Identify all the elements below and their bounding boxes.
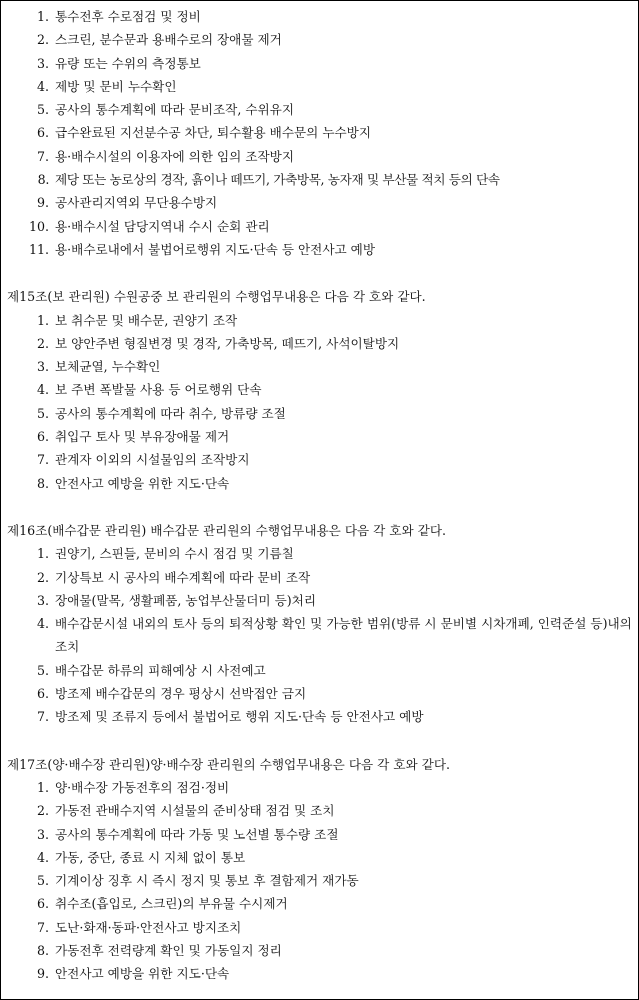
item-text: 기상특보 시 공사의 배수계획에 따라 문비 조작 (55, 569, 311, 585)
item-number: 6. (36, 125, 49, 141)
item-number: 2. (36, 32, 49, 48)
item-number: 3. (36, 826, 49, 842)
item-text: 공사의 통수계획에 따라 가동 및 노선별 통수량 조절 (55, 826, 339, 842)
item-text: 가동, 중단, 종료 시 지체 없이 통보 (55, 849, 246, 865)
list-item (1, 589, 638, 612)
item-number: 6. (36, 429, 49, 445)
item-number: 5. (36, 102, 49, 118)
item-text: 기계이상 징후 시 즉시 정지 및 통보 후 결함제거 재가동 (55, 873, 359, 889)
item-text: 방조제 및 조류지 등에서 불법어로 행위 지도·단속 등 안전사고 예방 (55, 709, 424, 725)
list-item (1, 378, 638, 401)
list-item (1, 612, 638, 659)
item-text: 공사관리지역외 무단용수방지 (55, 195, 218, 211)
item-number: 6. (36, 896, 49, 912)
list-item (1, 939, 638, 962)
item-text: 관계자 이외의 시설물임의 조작방지 (55, 452, 250, 468)
article-16-heading: 제16조(배수갑문 관리원) 배수갑문 관리원의 수행업무내용은 다음 각 호와 같다. (7, 522, 447, 538)
item-text: 취입구 토사 및 부유장애물 제거 (55, 429, 230, 445)
item-text: 스크린, 분수문과 용배수로의 장애물 제거 (55, 32, 282, 48)
list-item (1, 52, 638, 75)
item-number: 1. (36, 9, 49, 24)
item-text: 안전사고 예방을 위한 지도·단속 (55, 475, 230, 491)
item-text: 취수조(흡입로, 스크린)의 부유물 수시제거 (55, 896, 288, 912)
item-text: 용·배수시설 담당지역내 수시 순회 관리 (55, 218, 270, 234)
item-number: 1. (36, 546, 49, 562)
item-text: 안전사고 예방을 위한 지도·단속 (55, 966, 230, 982)
item-text: 제방 및 문비 누수확인 (55, 78, 177, 94)
list-item (1, 705, 638, 728)
item-number: 4. (36, 78, 49, 94)
list-item (1, 472, 638, 495)
list-item (1, 121, 638, 144)
item-text: 배수갑문시설 내외의 토사 등의 퇴적상황 확인 및 가능한 범위(방류 시 문비별 시차개폐, 인력준설 등)내의 조치 (55, 616, 632, 655)
item-number: 7. (36, 452, 49, 468)
list-item (1, 28, 638, 51)
item-number: 5. (36, 873, 49, 889)
list-item (1, 145, 638, 168)
list-item (1, 168, 638, 191)
section17-list (1, 776, 638, 986)
list-item (1, 355, 638, 378)
item-text: 장애물(말목, 생활폐품, 농업부산물더미 등)처리 (55, 592, 316, 608)
item-number: 1. (36, 312, 49, 328)
list-item (1, 448, 638, 471)
item-number: 3. (36, 55, 49, 71)
section-gap (1, 729, 638, 753)
item-text: 권양기, 스핀들, 문비의 수시 점검 및 기름칠 (55, 546, 294, 562)
list-item (1, 425, 638, 448)
item-number: 9. (36, 966, 49, 982)
item-text: 가동전 관배수지역 시설물의 준비상태 점검 및 조치 (55, 803, 335, 819)
item-number: 3. (36, 359, 49, 375)
article-17-heading: 제17조(양·배수장 관리원)양·배수장 관리원의 수행업무내용은 다음 각 호와 같다. (7, 756, 451, 772)
item-number: 7. (36, 148, 49, 164)
list-item (1, 799, 638, 822)
item-text: 도난·화재·동파·안전사고 방지조치 (55, 919, 242, 935)
list-item (1, 776, 638, 799)
list-item (1, 309, 638, 332)
list-item (1, 332, 638, 355)
list-item (1, 238, 638, 261)
item-text: 배수갑문 하류의 피해예상 시 사전예고 (55, 662, 266, 678)
list-item (1, 659, 638, 682)
item-number: 4. (36, 849, 49, 865)
section-gap (1, 495, 638, 519)
item-number: 4. (36, 382, 49, 398)
item-number: 2. (36, 803, 49, 819)
item-number: 11. (29, 241, 50, 257)
item-text: 방조제 배수갑문의 경우 평상시 선박접안 금지 (55, 686, 307, 702)
item-text: 공사의 통수계획에 따라 취수, 방류량 조절 (55, 405, 286, 421)
list-item (1, 682, 638, 705)
list-item (1, 5, 638, 28)
item-number: 7. (36, 709, 49, 725)
item-text: 공사의 통수계획에 따라 문비조작, 수위유지 (55, 102, 294, 118)
item-number: 8. (36, 942, 49, 958)
item-number: 2. (36, 335, 49, 351)
item-text: 가동전후 전력량계 확인 및 가동일지 정리 (55, 942, 282, 958)
item-text: 용·배수시설의 이용자에 의한 임의 조작방지 (55, 148, 294, 164)
list-item (1, 191, 638, 214)
item-number: 8. (36, 475, 49, 491)
list-item (1, 823, 638, 846)
item-number: 10. (29, 218, 50, 234)
article-15-heading: 제15조(보 관리원) 수원공중 보 관리원의 수행업무내용은 다음 각 호와 같다. (7, 289, 426, 305)
list-item (1, 98, 638, 121)
list-item (1, 916, 638, 939)
item-number: 1. (36, 779, 49, 795)
list-item (1, 75, 638, 98)
item-number: 5. (36, 405, 49, 421)
item-text: 보 주변 폭발물 사용 등 어로행위 단속 (55, 382, 262, 398)
section16-list (1, 542, 638, 728)
item-text: 급수완료된 지선분수공 차단, 퇴수활용 배수문의 누수방지 (55, 125, 371, 141)
item-text: 양·배수장 가동전후의 점검·정비 (55, 779, 230, 795)
item-number: 4. (36, 616, 49, 632)
item-text: 제당 또는 농로상의 경작, 흙이나 떼뜨기, 가축방목, 농자재 및 부산물 적치 등의 단속 (55, 172, 500, 188)
item-text: 유량 또는 수위의 측정통보 (55, 55, 201, 71)
list-item (1, 892, 638, 915)
list-item (1, 869, 638, 892)
list-item (1, 846, 638, 869)
item-text: 보 양안주변 형질변경 및 경작, 가축방목, 떼뜨기, 사석이탈방지 (55, 335, 400, 351)
item-number: 8. (37, 172, 49, 188)
section-gap (1, 261, 638, 285)
list-item (1, 215, 638, 238)
list-item (1, 566, 638, 589)
item-number: 5. (36, 662, 49, 678)
section14-list (1, 5, 638, 261)
list-item (1, 962, 638, 985)
list-item (1, 402, 638, 425)
item-number: 7. (36, 919, 49, 935)
item-text: 보 취수문 및 배수문, 권양기 조작 (55, 312, 238, 328)
list-item (1, 542, 638, 565)
item-text: 보체균열, 누수확인 (55, 359, 161, 375)
item-number: 2. (36, 569, 49, 585)
item-text: 용·배수로내에서 불법어로행위 지도·단속 등 안전사고 예방 (55, 241, 375, 257)
item-number: 9. (36, 195, 49, 211)
section15-list (1, 309, 638, 495)
item-number: 3. (36, 592, 49, 608)
item-text: 통수전후 수로점검 및 정비 (55, 9, 201, 24)
item-number: 6. (36, 686, 49, 702)
